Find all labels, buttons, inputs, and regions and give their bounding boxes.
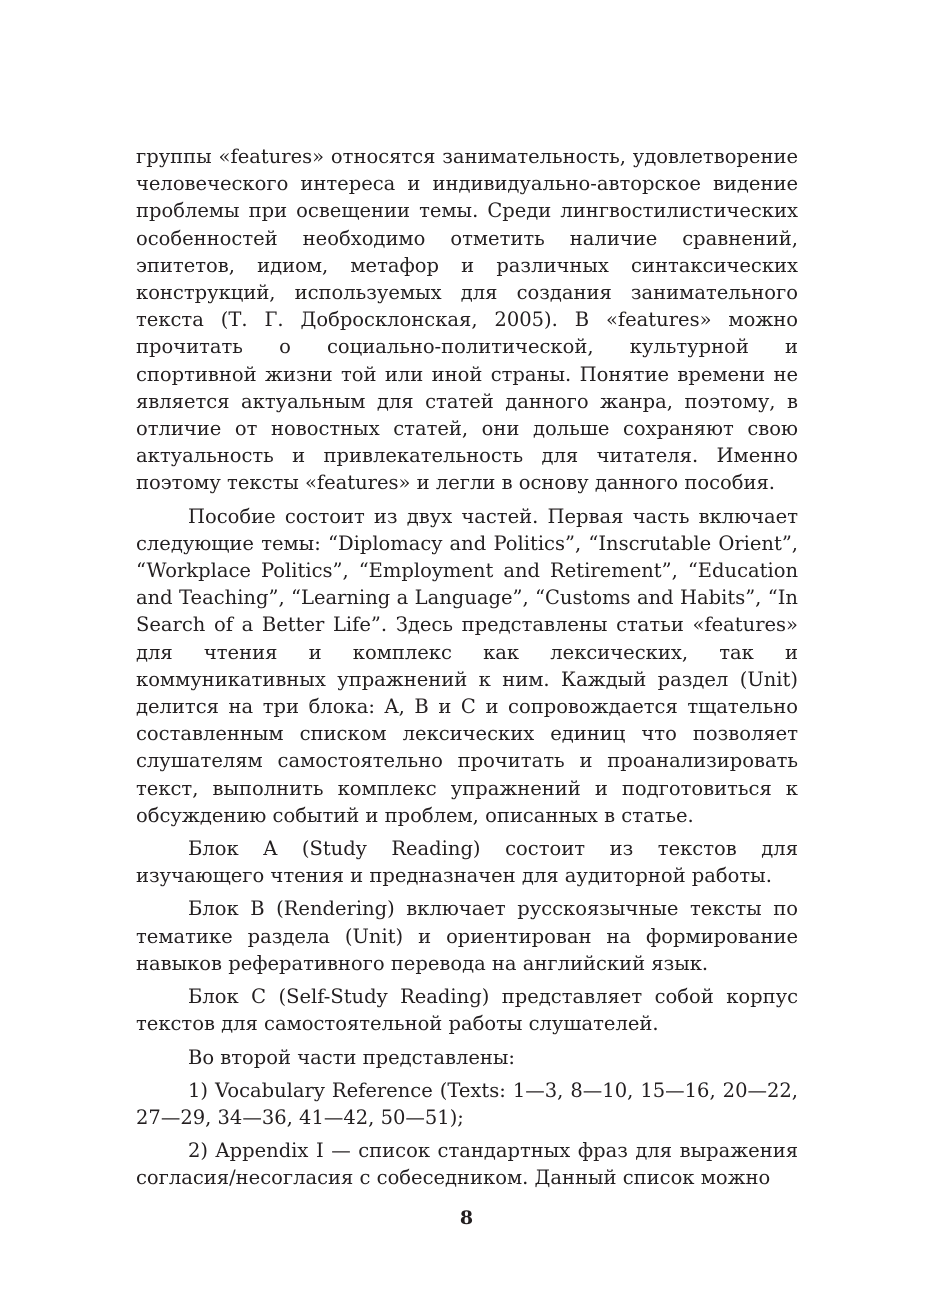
- page-number: 8: [459, 1207, 474, 1229]
- paragraph-block-b: Блок B (Rendering) включает русскоязычные тексты по тематике раздела (Unit) и ориентирован на формирование навыков реферативного перевода на английский язык.: [136, 897, 798, 975]
- paragraph-features-description: группы «features» относятся занимательность, удовлетворение человеческого интереса и индивидуально-авторское видение проблемы при освещении темы. Среди лингвостилистических особенностей необходимо отметить наличие сравнений, эпитетов, идиом, метафор и различных синтаксических конструкций, используемых для создания занимательного текста (Т. Г. Добросклонская, 2005). В «features» можно прочитать о социально-политической, культурной и спортивной жизни той или иной страны. Понятие времени не является актуальным для статей данного жанра, поэтому, в отличие от новостных статей, они дольше сохраняют свою актуальность и привлекательность для читателя. Именно поэтому тексты «features» и легли в основу данного пособия.: [136, 145, 798, 495]
- body-text: [136, 143, 798, 1198]
- paragraph-vocabulary-reference: 1) Vocabulary Reference (Texts: 1—3, 8—10, 15—16, 20—22, 27—29, 34—36, 41—42, 50—51);: [136, 1078, 798, 1129]
- paragraph-block-a: Блок A (Study Reading) состоит из текстов для изучающего чтения и предназначен для аудиторной работы.: [136, 837, 798, 888]
- paragraph-manual-structure: Пособие состоит из двух частей. Первая часть включает следующие темы: “Diplomacy and Politics”, “Inscrutable Orient”, “Workplace Politics”, “Employment and Retirement”, “Education and Teaching”, “Learning a Language”, “Customs and Habits”, “In Search of a Better Life”. Здесь представлены статьи «features» для чтения и комплекс как лексических, так и коммуникативных упражнений к ним. Каждый раздел (Unit) делится на три блока: A, B и C и сопровождается тщательно составленным списком лексических единиц что позволяет слушателям самостоятельно прочитать и проанализировать текст, выполнить комплекс упражнений и подготовиться к обсуждению событий и проблем, описанных в статье.: [136, 504, 798, 827]
- paragraph-appendix-one: 2) Appendix I — список стандартных фраз для выражения согласия/несогласия с собеседником. Данный список можно: [136, 1139, 798, 1190]
- paragraph-second-part-intro: Во второй части представлены:: [188, 1045, 515, 1069]
- paragraph-block-c: Блок C (Self-Study Reading) представляет собой корпус текстов для самостоятельной работы слушателей.: [136, 985, 798, 1036]
